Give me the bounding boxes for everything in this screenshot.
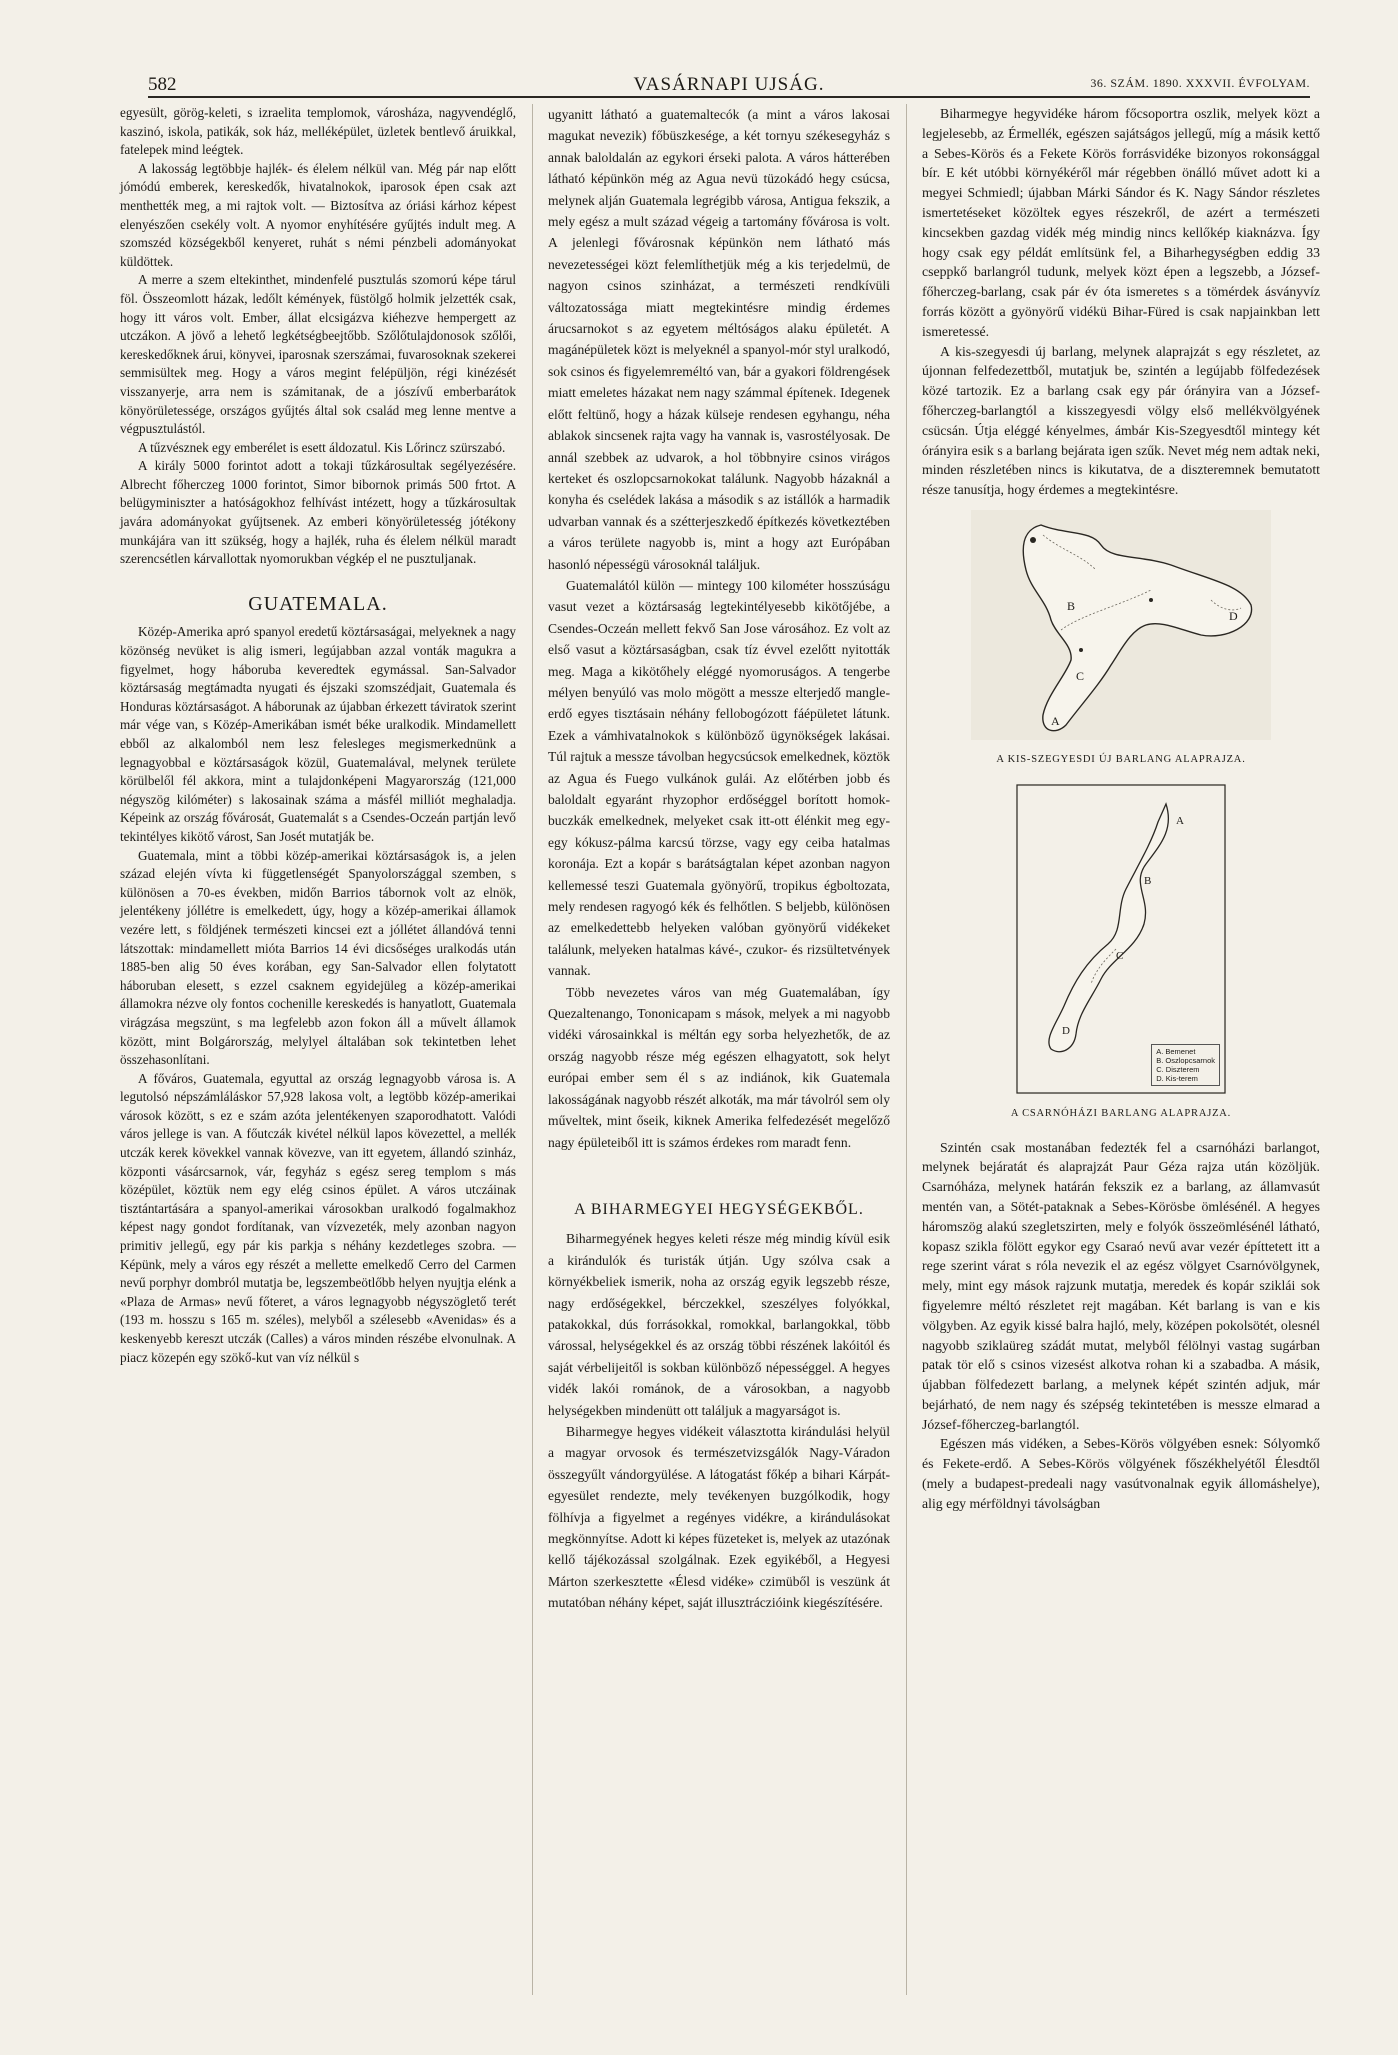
column-2 (548, 104, 890, 1614)
map-legend (1151, 1044, 1220, 1086)
page-header (148, 74, 1310, 98)
issue-info: 36. SZÁM. 1890. XXXVII. ÉVFOLYAM. (1090, 76, 1310, 90)
paragraph: A kis-szegyesdi új barlang, melynek alaprajzát s egy részletet, az újonnan felfedezettből, mutatjuk be, szintén a legújabb fölfedezések közé tartozik. Ez a barlang csak egy pár órányira van a József-főherczeg-barlangtól a kisszegyesdi völgy első mellékvölgyének csücsán. Útja eléggé kényelmes, ámbár Kis-Szegyesdtől mintegy két órányira esik s a barlang bejárata igen szűk. Nevet még nem adtak neki, minden részletében nincs is kikutatva, de a diszteremnek bemutatott része tanusítja, hogy érdemes a megtekintésre. (922, 343, 1320, 498)
paragraph: Szintén csak mostanában fedezték fel a csarnóházi barlangot, melynek bejáratát és alaprajzát Paur Géza rajza után közöljük. Csarnóháza, melynek határán fekszik ez a barlang, az államvasút mentén van, a Sötét-pataknak a Sebes-Körösbe ömlésénél. A hegyes háromszög alakú szegletszirten, mely e folyók összeömlésénél látható, kopasz szikla fölött egykor egy Csaraó nevű avar vezér építtetett itt a rege szerint várat s róla nevezik el az egész völgyet Csarnóvölgynek, mely, mint egy mások rajzunk mutatja, meredek és kopár sziklái sok figyelemre méltó részletet rejt magában. Két barlang is van e kis völgyben. Az egyik kissé balra hajló, mely, középen pokolsötét, olesnél nagyobb sziklaüreg szádát mutat, melyből félölnyi vastag sugárban patak tör elő s csinos vizesést alkotva rohan ki a szabadba. A másik, újabban fölfedezett barlang, a melynek képét szintén adjuk, már bejárható, de nem nagy és szépség tekintetében is messze elmarad a József-főherczeg-barlangtól. (922, 1139, 1320, 1432)
column-divider (532, 104, 533, 1995)
map-caption: A KIS-SZEGYESDI ÚJ BARLANG ALAPRAJZA. (996, 753, 1246, 765)
paragraph: Biharmegye hegyes vidékeit választotta kirándulási helyül a magyar orvosok és természetvizsgálók Nagy-Váradon összegyűlt vándorgyülése. A látogatást főkép a bihari Kárpát-egyesület rendezte, mely tevékenyen buzgólkodik, hogy fölhívja a figyelmet a regényes vidékre, a kirándulásokat megkönnyítse. Adott ki képes füzeteket is, melyek az utazónak kellő tájékozással szolgálnak. Ezek egyikéből, a Hegyesi Márton szerkesztette «Élesd vidéke» czimüből is veszünk át mutatóban néhány képet, saját illusztráczióink kiegészítésére. (548, 1423, 891, 1611)
kis-szegyesd-cave-map (971, 510, 1271, 740)
paragraph: Egészen más vidéken, a Sebes-Körös völgyében esnek: Sólyomkő és Fekete-erdő. A Sebes-Körös völgyének főszékhelyétől Élesdtől (mely a budapest-predeali nagy vasútvonalnak egyik állomáshelye), alig egy mérföldnyi távolságban (922, 1436, 1320, 1511)
paragraph: A tűzvésznek egy emberélet is esett áldozatul. Kis Lőrincz szürszabó. (138, 439, 506, 455)
paragraph: A lakosság legtöbbje hajlék- és élelem nélkül van. Még pár nap előtt jómódú emberek, kereskedők, hivatalnokok, iparosok épen csak azt menthették meg, a mi rajtok volt. — Biztosítva az óriási kárhoz képest elenyészően csekély volt. A nyomor enyhítésére gyűjtés indult meg. A szomszéd községekből kenyeret, ruhát s némi pénzbeli adományokat küldöttek. (120, 160, 516, 269)
paragraph: Több nevezetes város van még Guatemalában, így Quezaltenango, Tononicapam s mások, melyek a mi nagyobb vidéki városainkkal is méltán egy sorba helyezhetők, de az ország nagyobb része még egészen elhagyatott, sok helyt európai ember sem él s az indiánok, kik Guatemala lakosságának nagyobb részét alkoták, ma már távolról sem oly műveltek, mint őseik, kiknek Amerika felfedezését megelőző nagy épületeiből itt is számos érdekes rom maradt fenn. (548, 984, 890, 1150)
paragraph: Guatemalától külön — mintegy 100 kilométer hosszúságu vasut vezet a köztársaság legtekintélyesebb kikötőjébe, a Csendes-Oczeán mellett fekvő San Jose városához. Ez volt az első vasut a köztársaságban, csak tíz évvel ezelőtt nyitották meg. Maga a kikötőhely eléggé nyomoruságos. A tengerbe mélyen benyúló vas molo mögött a messze elterjedő mangle-erdő egyes tisztásain néhány fellobogózott fáépületet látunk. Ezek a vámhivatalnokok s különböző ügynökségek lakásai. Túl rajtuk a messze távolban hegycsúcsok emelkednek, köztök az Agua és Fuego vulkánok gulái. Az előtérben jobb és baloldalt egyaránt rhyzophor erdőséggel borított homok-buczkák emelkednek, melyeket csak itt-ott élénkit meg egy-egy kókusz-pálma karcsú törzse, vagy egy ceiba hatalmas koronája. Ezt a kopár s barátságtalan képet azonban nagyon kellemessé teszi Guatemala gyönyörű, tropikus égboltozata, mely rendesen ragyogó kék és felhőtlen. S beljebb, különösen az emelkedettebb helyeken valóban gyönyörű vidékeket találunk, melyeken hatalmas kávé-, czukor- és rizsültetvények vannak. (548, 577, 891, 979)
paragraph: egyesült, görög-keleti, s izraelita templomok, városháza, nagyvendéglő, kaszinó, iskola, patikák, sok ház, melléképület, üzletek bentlevő áruikkal, fatelepek mind leégtek. (120, 105, 516, 158)
page-number: 582 (148, 74, 177, 95)
map-label: D (1229, 608, 1238, 623)
column-divider (906, 104, 907, 1995)
section-title-bihar: A BIHARMEGYEI HEGYSÉGEKBŐL. (574, 1200, 864, 1218)
map-label: B (1067, 598, 1076, 613)
paragraph: A király 5000 forintot adott a tokaji tűzkárosultak segélyezésére. Albrecht főherczeg 1000 forintot, Simor bibornok primás 500 frtot. A belügyminiszter a hatóságokhoz felhívást intézett, hogy a tűzkárosultak javára adományokat gyűjtsenek. Az emberi könyörületesség jótékony munkájára van itt szükség, hogy a hajlék, ruha és élelem nélkül maradt szerencsétlen kárvallottak nyomorukban végkép el ne pusztuljanak. (120, 458, 516, 567)
legend-item: B. Oszlopcsarnok (1156, 1055, 1215, 1065)
map-label: A (1051, 713, 1060, 728)
map-label: C (1076, 668, 1085, 683)
section-title-guatemala: GUATEMALA. (248, 592, 388, 615)
paragraph: ugyanitt látható a guatemaltecók (a mint a város lakosai magukat nevezik) főbüszkesége, a két tornyu székesegyház s annak baloldalán az egykori érseki palota. A város hátterében látható képünkön még az Agua nevü tüzokádó hegy csúcsa, melynek alján Guatemala legrégibb városa, Antigua fekszik, a mely egész a mult század végeig a tartomány fővárosa is volt. A jelenlegi fővárosnak képünkön nem látható más nevezetességei közt felemlíthetjük még a kis terjedelmü, de nagyon csinos szinházat, a természeti rendkívüli változatossága miatt megtekintésre mindig érdemes árucsarnokot s az egyetem méltóságos alaku épületét. A magánépületek közt is melyeknél a spanyol-mór styl uralkodó, sok csinos és figyelemreméltó van, bár a gyakori földrengések miatt emeletes házakat nem nagy számmal építenek. Idegenek előtt feltünő, hogy a házak külseje rendesen egyhangu, néha ablakok sincsenek rajta vagy ha vannak is, vasrostélyosak. De annál szebbek az udvarok, a hol többnyire csinos virágos kerteket és oszlopcsarnokokat találunk. Nagyobb házaknál a konyha és cselédek lakása a második s az istállók a harmadik udvarban vannak és a szétterjeszkedő építkezés következtében a város területe nagyobb is, mint a hogy azt Európában hasonló népességü városoknál találjuk. (548, 107, 890, 572)
csarnohaza-cave-map (1016, 784, 1226, 1094)
map-caption: A CSARNÓHÁZI BARLANG ALAPRAJZA. (1010, 1107, 1232, 1119)
paragraph: A merre a szem eltekinthet, mindenfelé pusztulás szomorú képe tárul föl. Összeomlott házak, ledőlt kémények, füstölgő holmik jelzették csak, hogy itt város volt. Ember, állat elcsigázva kiéhezve hempergett az utczákon. A jövő a lehető legkétségbeejtőbb. Szőlőtulajdonosok szőlői, kereskedőknek árui, könyvei, iparosnak szerszámai, fuvarosoknak szekerei semmisültek meg. Hogy a város megint felépüljön, régi kinézését visszanyerje, arra nem is számitanak, de a jószívű emberbarátok könyörületessége, országos gyűjtés által sok család meg lenne mentve a végpusztulástól. (120, 272, 516, 437)
legend-item: C. Diszterem (1156, 1064, 1200, 1074)
column-3 (922, 104, 1320, 1514)
paragraph: Közép-Amerika apró spanyol eredetű köztársaságai, melyeknek a nagy közönség nevüket is alig ismeri, legújabban azzal vonták magukra a figyelmet, hogy háboruba keveredtek egymással. San-Salvador köztársaság megtámadta nyugati és éjszaki szomszédjait, Guatemala és Honduras köztársaságot. A háborunak az újabban érkezett táviratok szerint már vége van, s Közép-Amerikában ismét béke uralkodik. Mindamellett ebből az alkalomból nem lesz felesleges megismerkednünk a legnagyobbal e köztársaságok közül, Guatemalával, melynek területe körülbelől fél akkora, mint a tulajdonképeni Magyarország (121,000 négyszög kilóméter) s lakosainak száma a másfél milliót meghaladja. Képeink az ország fővárosát, Guatemalát s a Csendes-Oczeán partján levő tekintélyes kikötő várost, San Josét mutatják be. (120, 624, 516, 844)
map-label: B (1144, 874, 1152, 887)
map-label: A (1176, 814, 1184, 827)
legend-item: D. Kis-terem (1156, 1073, 1198, 1083)
cave-plan-illustration (971, 510, 1271, 740)
map-label: C (1116, 949, 1124, 962)
paragraph: Biharmegyének hegyes keleti része még mindig kívül esik a kirándulók és turisták útján. Ugy szólva csak a környékbeliek ismerik, noha az ország egyik legszebb része, nagy erdőségekkel, bérczekkel, szeszélyes folyókkal, patakokkal, dús forrásokkal, romokkal, barlangokkal, több várossal, helységekkel és az ország többi részének lakóitól és saját vérbelijeitől is sokban különböző népességgel. A hegyes vidék lakói románok, de a városokban, a nagyobb helységekben mindenütt ott találjuk a magyarságot is. (548, 1231, 890, 1418)
map-label: D (1062, 1024, 1070, 1037)
column-1 (120, 104, 516, 1367)
paragraph: Biharmegye hegyvidéke három főcsoportra oszlik, melyek közt a legjelesebb, az Érmellék, egészen sajátságos jellegű, míg a másik kettő a Sebes-Körös és a Fekete Körös forrásvidéke bizonyos rokonsággal bír. E két utóbbi környékéről már régebben önálló művet adott ki a megyei Schmiedl; újabban Márki Sándor és K. Nagy Sándor részletes ismertetéseket közöltek egyes részekről, de azért a természeti kincsekben gazdag vidék még mindig nincs kellőkép kiaknázva. Így hogy csak egy példát említsünk fel, a Biharhegységben eddig 33 cseppkő barlangról tudunk, melyek közt épen a legszebb, a József-főherczeg-barlang, csak pár év óta ismeretes s a tömérdek ásványvíz forrás között a gyönyörű vidékü Bihar-Füred is csak napjainkban lett ismeretessé. (922, 106, 1320, 339)
paragraph: A főváros, Guatemala, egyuttal az ország legnagyobb városa is. A legutolsó népszámláláskor 57,928 lakosa volt, a legtöbb közép-amerikai városok között, s ez e szám azóta jelentékenyen szaporodhatott. Valódi város jellege is van. A főutczák kivétel nélkül lapos kövezettel, a mellék utczák kerek kövekkel vannak kövezve, van itt egyetem, állandó szinház, központi vásárcsarnok, vár, fegyház s egész sereg templom s más középület, köztük nem egy elég csinos épület. A város utczáinak tisztántartására a spanyol-amerikai városokban uralkodó fogalmakhoz képest nagy gondot fordítanak, van vízvezeték, mely azonban nagyon primitiv jellegű, egy pár kis parkja s néhány kezdetleges szobra. — Képünk, mely a város egy részét a mellette emelkedő Cerro del Carmen nevű porphyr dombról mutatja be, legszembeötlőbb helyen nyujtja elénk a «Plaza de Armas» nevű főteret, a város legnagyobb négyszöglető terét (193 m. hosszu s 165 m. széles), melyből a szélesebb «Avenidas» és a keskenyebb kereszt utczák (Calles) a város minden részébe elvonulnak. A piacz közepén egy szökő-kut van víz nélkül s (120, 1070, 516, 1365)
paragraph: Guatemala, mint a többi közép-amerikai köztársaságok is, a jelen század elején vívta ki függetlenségét Spanyolországgal szemben, s különösen a 70-es években, midőn Barrios tábornok volt az elnök, jelentékeny jóllétre is emelkedett, úgy, hogy a közép-amerikai államok vezére lett, s földjének természeti kincsei ezt a jóllétet állandóvá tenni látszottak: mindamellett mióta Barrios 14 évi dicsőséges uralkodás után 1885-ben alig 50 éves korában, egy San-Salvador ellen folytatott háboruban elesett, s ezzel csaknem egyidejüleg a közép-amerikai államokra nézve oly fontos cochenille kereskedés is hanyatlott, Guatemala virágzása megszünt, s ma legfelebb azon fokon áll a művelt államok között, mint Bolgárország, melylyel általában sok tekintetben lehet összehasonlítani. (120, 847, 516, 1068)
legend-item: A. Bemenet (1156, 1046, 1196, 1056)
newspaper-title: VASÁRNAPI UJSÁG. (633, 74, 825, 95)
